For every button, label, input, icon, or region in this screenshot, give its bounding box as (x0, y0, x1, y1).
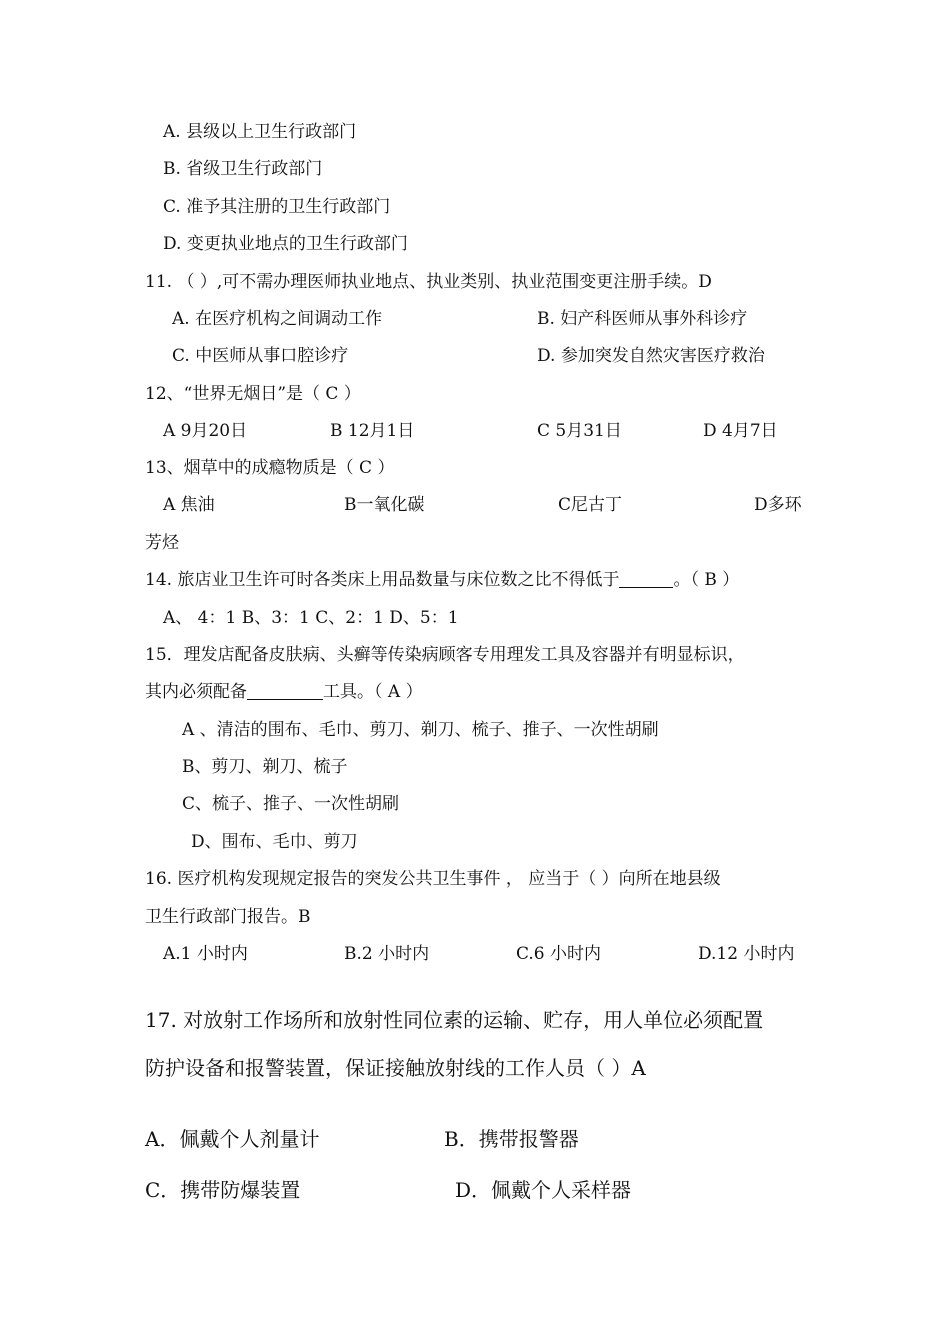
q10-option-b: B. 省级卫生行政部门 (163, 159, 323, 179)
q12-stem: 12、“世界无烟日”是（ C ） (145, 384, 361, 404)
q15-option-b: B、剪刀、剃刀、梳子 (182, 757, 348, 777)
q14-options: A、 4：1 B、3：1 C、2：1 D、5：1 (163, 608, 459, 628)
q11-option-d: D. 参加突发自然灾害医疗救治 (537, 346, 765, 366)
q10-option-d: D. 变更执业地点的卫生行政部门 (163, 234, 408, 254)
q17-option-c: C．携带防爆装置 (145, 1178, 301, 1202)
q17-option-b: B．携带报警器 (444, 1127, 579, 1151)
answer-blank (247, 683, 323, 700)
q11-option-b: B. 妇产科医师从事外科诊疗 (537, 309, 748, 329)
q12-option-a: A 9月20日 (163, 421, 248, 441)
q13-option-a: A 焦油 (163, 495, 215, 515)
q10-option-c: C. 准予其注册的卫生行政部门 (163, 197, 391, 217)
q17-stem-line1: 17. 对放射工作场所和放射性同位素的运输、贮存，用人单位必须配置 (145, 1008, 764, 1032)
q11-option-a: A. 在医疗机构之间调动工作 (172, 309, 383, 329)
q15-option-c: C、梳子、推子、一次性胡刷 (182, 794, 400, 814)
q13-option-d: D多环 (754, 495, 802, 515)
q17-option-a: A．佩戴个人剂量计 (145, 1127, 320, 1151)
q12-option-b: B 12月1日 (330, 421, 415, 441)
q15-stem-text: 其内必须配备 (145, 682, 247, 702)
q14-stem-text: 14. 旅店业卫生许可时各类床上用品数量与床位数之比不得低于 (145, 570, 620, 590)
q13-option-b: B一氧化碳 (344, 495, 425, 515)
answer-blank (619, 571, 673, 588)
q13-stem: 13、烟草中的成瘾物质是（ C ） (145, 458, 395, 478)
q13-option-c: C尼古丁 (558, 495, 623, 515)
q15-stem-answer: 工具。（ A ） (323, 682, 423, 702)
q16-option-a: A.1 小时内 (163, 944, 248, 964)
q14-stem-answer: 。（ B ） (673, 570, 740, 590)
q14-stem (145, 569, 739, 591)
q10-option-a: A. 县级以上卫生行政部门 (163, 122, 357, 142)
q16-stem-line1: 16. 医疗机构发现规定报告的突发公共卫生事件 ， 应当于（ ）向所在地县级 (145, 869, 721, 889)
q15-stem-line1: 15．理发店配备皮肤病、头癣等传染病顾客专用理发工具及容器并有明显标识， (145, 645, 745, 665)
q15-option-a: A 、清洁的围布、毛巾、剪刀、剃刀、梳子、推子、一次性胡刷 (182, 720, 659, 740)
q15-stem-line2 (145, 681, 423, 703)
q16-option-c: C.6 小时内 (516, 944, 602, 964)
q16-option-d: D.12 小时内 (698, 944, 795, 964)
q12-option-d: D 4月7日 (703, 421, 778, 441)
q15-option-d: D、围布、毛巾、剪刀 (191, 832, 358, 852)
q17-option-d: D．佩戴个人采样器 (455, 1178, 632, 1202)
q11-stem: 11. （ ）,可不需办理医师执业地点、执业类别、执业范围变更注册手续。D (145, 272, 712, 292)
q16-option-b: B.2 小时内 (344, 944, 430, 964)
q13-option-d-continued: 芳烃 (145, 533, 179, 553)
q16-stem-line2: 卫生行政部门报告。B (145, 907, 311, 927)
q11-option-c: C. 中医师从事口腔诊疗 (172, 346, 349, 366)
q12-option-c: C 5月31日 (537, 421, 622, 441)
q17-stem-line2: 防护设备和报警装置，保证接触放射线的工作人员（ ）A (145, 1056, 646, 1080)
